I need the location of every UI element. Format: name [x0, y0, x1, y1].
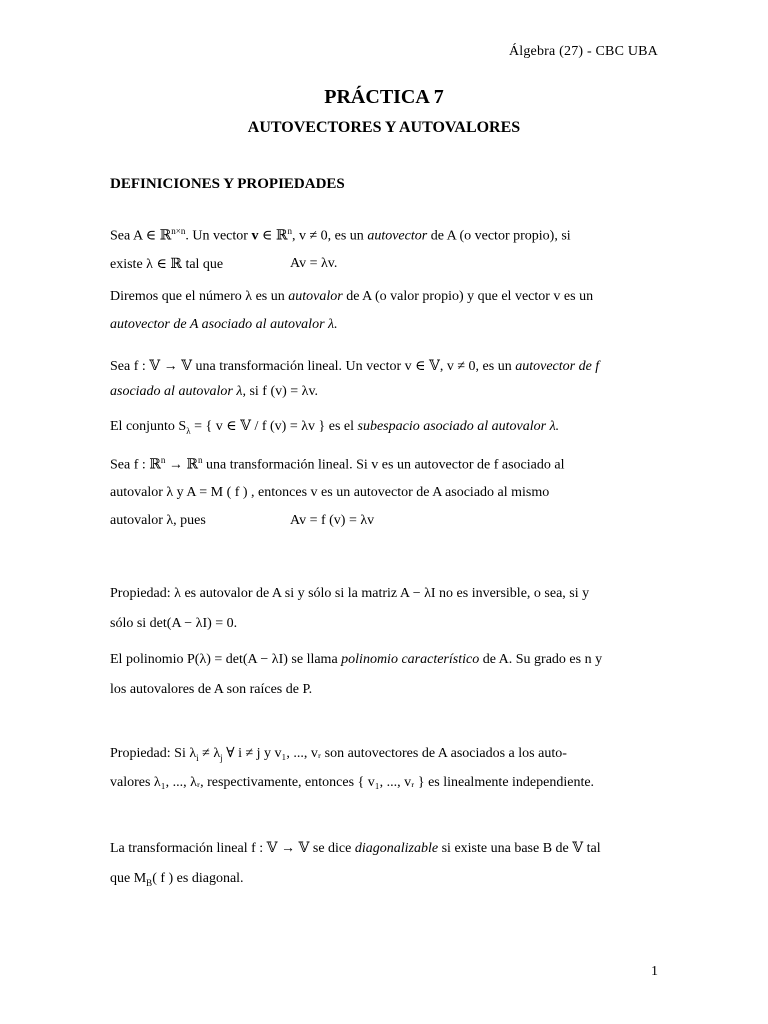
text-span: de A (o vector propio), si: [427, 228, 571, 244]
text-span: valores λ₁, ..., λᵣ, respectivamente, entonces { v₁, ..., vᵣ } es linealmente independiente.: [110, 775, 595, 790]
emphasis: autovector: [367, 228, 428, 244]
text-span: autovalor λ, pues: [110, 513, 206, 528]
text-span: ( f ) es diagonal.: [152, 871, 244, 886]
text-span: Sea A ∈ ℝ: [110, 228, 172, 244]
text-span: sólo si det(A − λI) = 0.: [110, 616, 238, 631]
text-span: ∀ i ≠ j y v₁, ..., vᵣ son autovectores de A asociados a los auto-: [222, 746, 567, 761]
text-span: Propiedad: λ es autovalor de A si y sólo si la matriz A − λI no es inversible, o sea, si y: [110, 586, 590, 601]
page-subtitle: AUTOVECTORES Y AUTOVALORES: [247, 119, 521, 136]
text-span: El polinomio P(λ) = det(A − λI) se llama: [110, 652, 342, 667]
emphasis: diagonalizable: [354, 841, 439, 856]
text-span: La transformación lineal f : 𝕍 → 𝕍 se dice: [110, 841, 355, 856]
paragraph-line: [110, 384, 318, 400]
text-span: Sea f : ℝ: [110, 457, 161, 473]
page-title: PRÁCTICA 7: [324, 86, 444, 108]
text-span: autovalor λ y A = M ( f ) , entonces v es un autovector de A asociado al mismo: [110, 485, 550, 500]
paragraph-line: [110, 256, 338, 273]
text-span: si f (v) = λv.: [245, 384, 319, 399]
paragraph-line: [110, 745, 567, 763]
subscript: λ: [186, 425, 191, 436]
text-span: Diremos que el número λ es un: [110, 289, 289, 304]
text-span: El conjunto S: [110, 419, 187, 434]
section-heading: DEFINICIONES Y PROPIEDADES: [110, 176, 345, 192]
paragraph-line: [110, 289, 593, 305]
text-span: → ℝ: [165, 457, 199, 473]
paragraph-line: [110, 652, 602, 668]
paragraph-line: [110, 317, 338, 333]
text-span: = { v ∈ 𝕍 / f (v) = λv } es el: [190, 419, 358, 434]
page-number: 1: [651, 964, 658, 979]
text-span: ∈ ℝ: [258, 228, 288, 244]
subscript: B: [146, 877, 153, 888]
paragraph-line: [110, 616, 237, 632]
page-header: Álgebra (27) - CBC UBA: [508, 44, 658, 59]
subscript: i: [196, 752, 199, 763]
emphasis: asociado al autovalor λ,: [110, 384, 246, 399]
paragraph-line: [110, 358, 599, 375]
text-span: , v ≠ 0, es un: [291, 228, 368, 244]
paragraph-line: [110, 840, 601, 857]
paragraph-line: [110, 485, 549, 501]
superscript: n: [160, 455, 166, 465]
text-span: si existe una base B de 𝕍 tal: [438, 841, 601, 856]
superscript: n: [198, 455, 203, 465]
text-span: Propiedad: Si λ: [110, 746, 197, 761]
paragraph-line: [110, 871, 244, 888]
subscript: j: [220, 752, 223, 763]
paragraph-line: [110, 775, 594, 791]
paragraph-line: [110, 418, 559, 436]
emphasis: autovector de f: [515, 359, 600, 374]
emphasis: autovalor: [288, 289, 343, 304]
paragraph-line: [110, 682, 312, 698]
formula: Av = λv.: [290, 256, 338, 271]
superscript: n×n: [171, 226, 186, 236]
emphasis: subespacio asociado al autovalor λ.: [357, 419, 560, 434]
paragraph-line: [110, 226, 571, 245]
bold-span: v: [251, 228, 259, 244]
formula: Av = f (v) = λv: [290, 513, 375, 528]
text-span: ≠ λ: [198, 746, 221, 761]
emphasis: autovector de A asociado al autovalor λ.: [110, 317, 338, 332]
text-span: los autovalores de A son raíces de P.: [110, 682, 313, 697]
text-span: de A. Su grado es n y: [479, 652, 603, 667]
paragraph-line: [110, 455, 564, 474]
paragraph-line: [110, 586, 589, 602]
text-span: de A (o valor propio) y que el vector v es un: [342, 289, 594, 304]
superscript: n: [287, 226, 292, 236]
paragraph-line: [110, 513, 375, 529]
text-span: una transformación lineal. Si v es un autovector de f asociado al: [202, 457, 565, 473]
emphasis: polinomio característico: [341, 652, 480, 667]
text-span: . Un vector: [185, 228, 252, 244]
text-span: Sea f : 𝕍 → 𝕍 una transformación lineal. Un vector v ∈ 𝕍, v ≠ 0, es un: [110, 359, 516, 374]
text-span: que M: [110, 871, 147, 886]
text-span: existe λ ∈ ℝ tal que: [110, 257, 224, 272]
